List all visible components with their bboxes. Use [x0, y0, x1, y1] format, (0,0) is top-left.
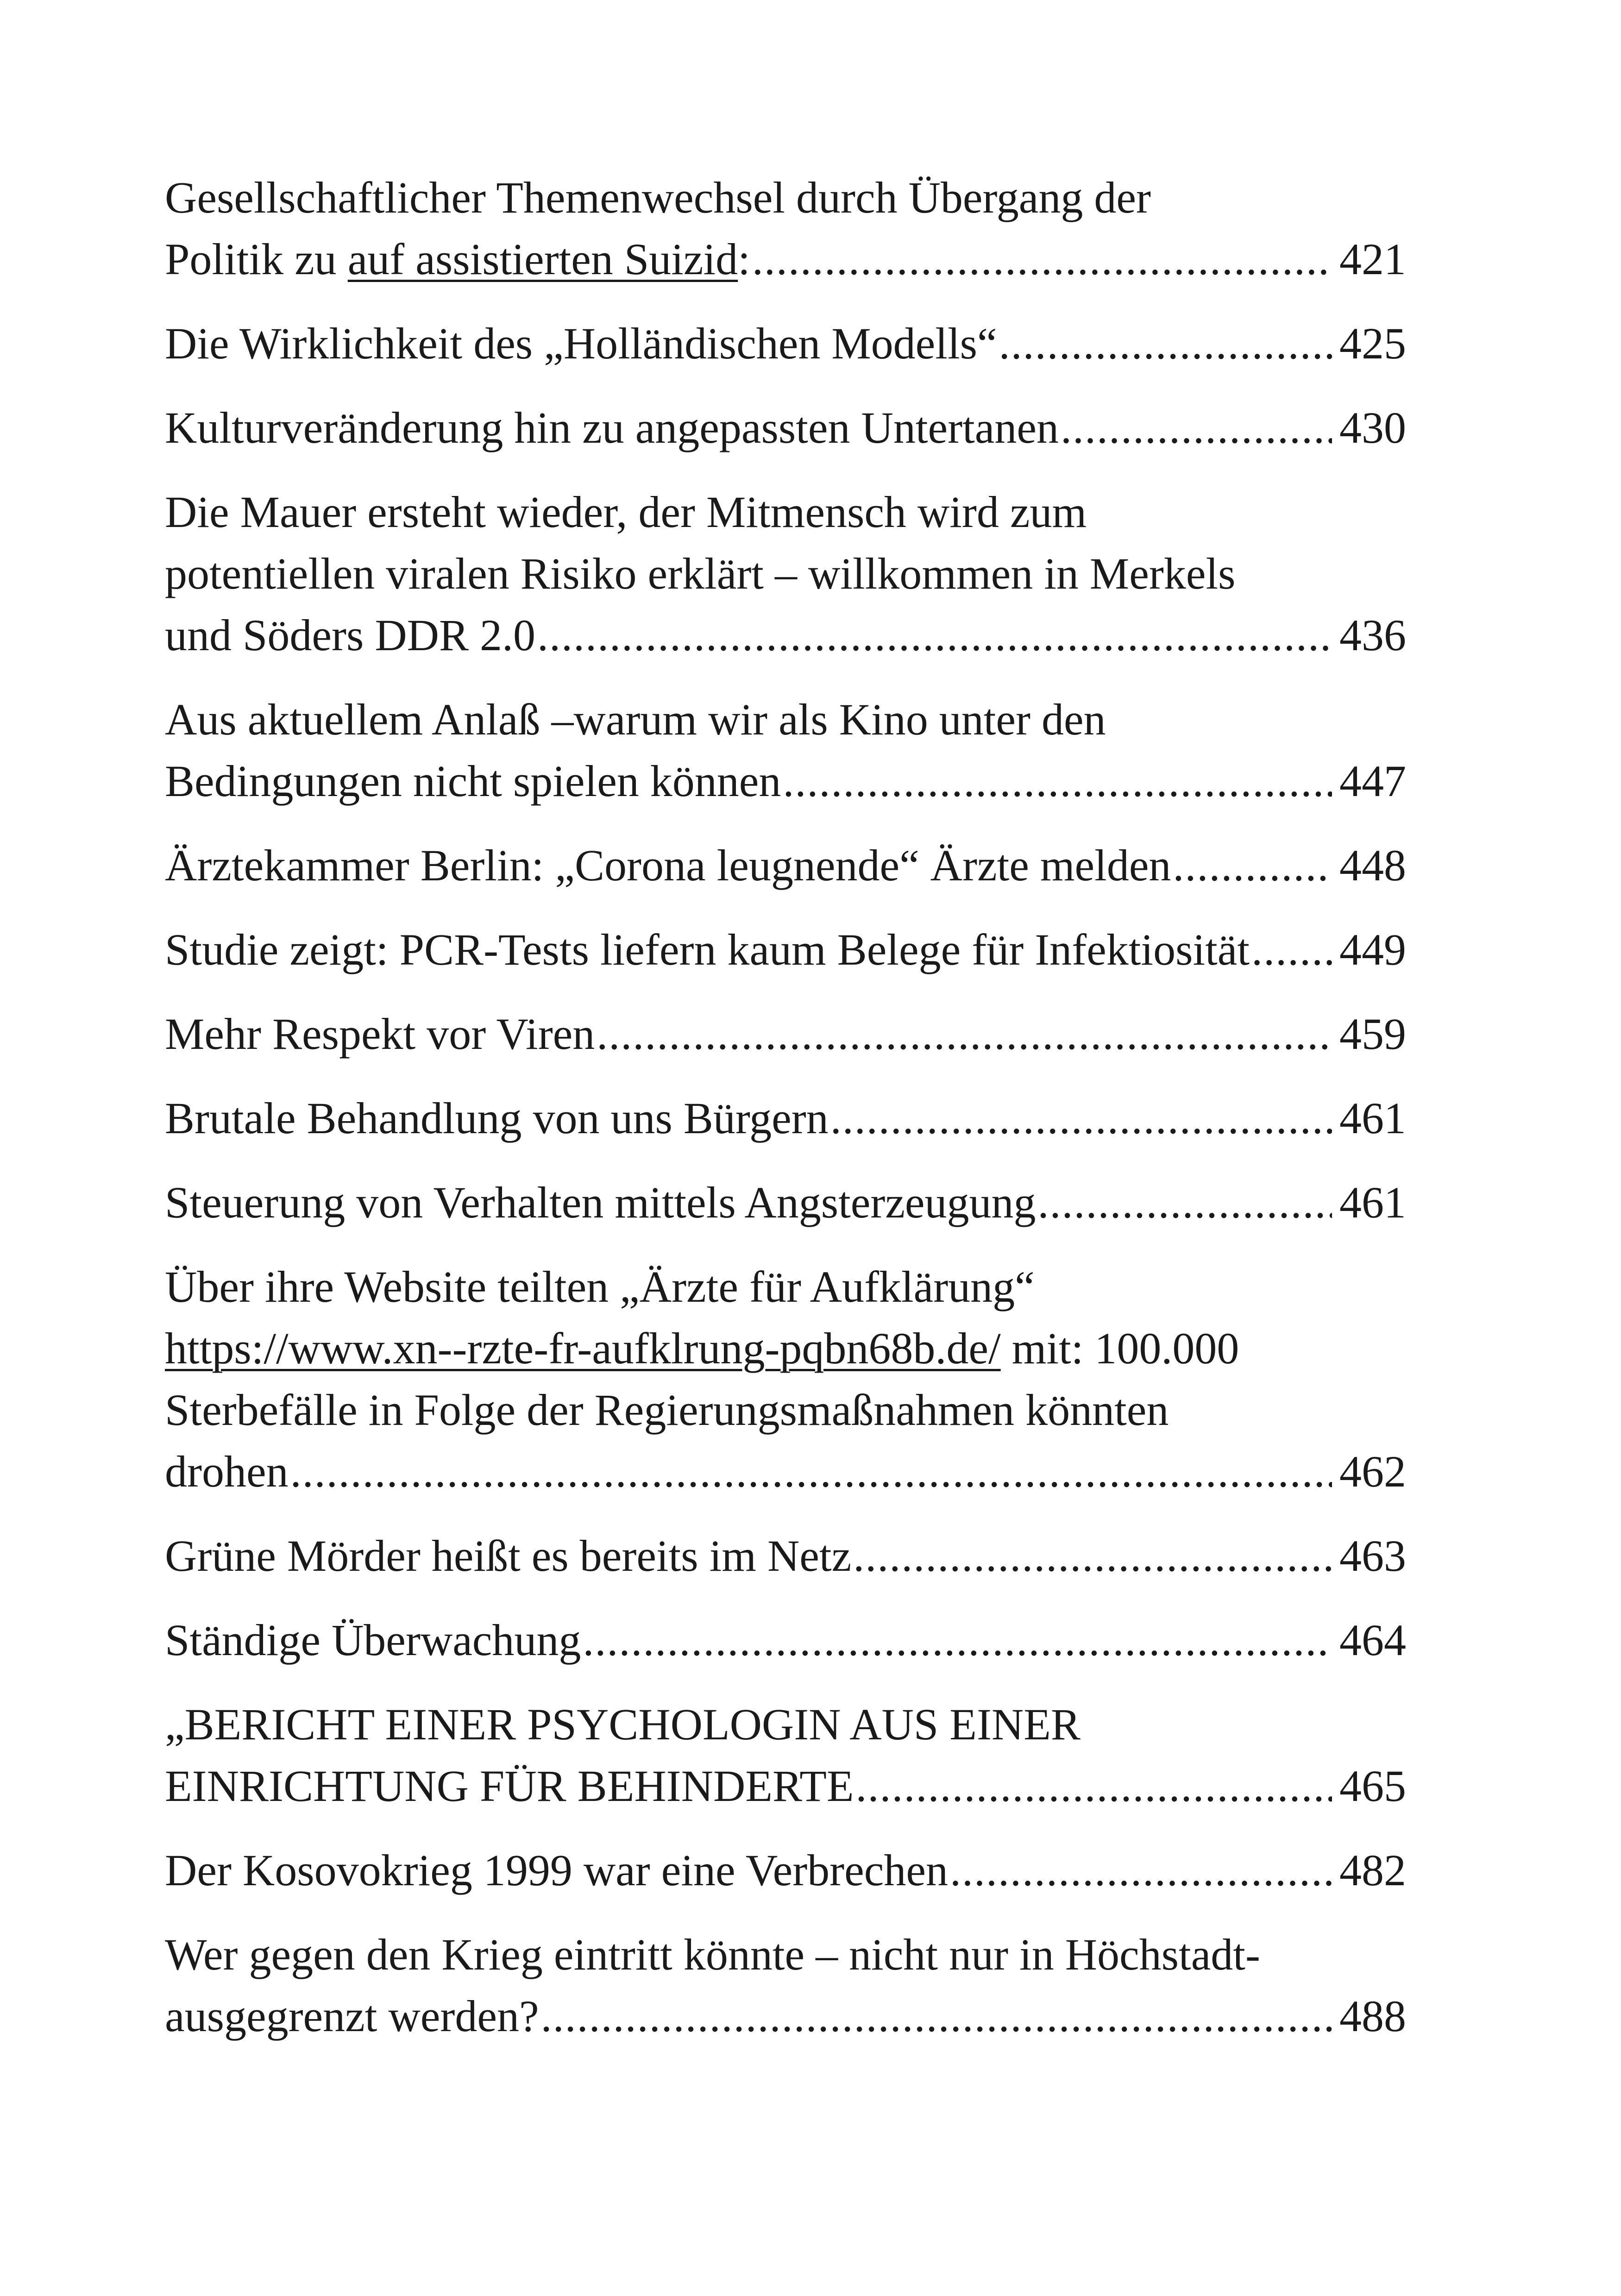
dot-leader — [1061, 397, 1332, 458]
page-number: 462 — [1339, 1447, 1406, 1496]
toc-entry[interactable] — [165, 1609, 1406, 1671]
dot-leader — [1038, 1172, 1332, 1233]
toc-entry[interactable] — [165, 1924, 1406, 2047]
toc-entry-text: Steuerung von Verhalten mittels Angsterzeugung — [165, 1178, 1036, 1227]
toc-entry-final-line — [165, 1003, 1406, 1065]
page-number: 448 — [1339, 841, 1406, 890]
toc-entry-line — [165, 1317, 1406, 1379]
toc-entry[interactable] — [165, 1003, 1406, 1065]
dot-leader — [290, 1441, 1332, 1502]
toc-entry[interactable] — [165, 397, 1406, 458]
page-number: 464 — [1339, 1615, 1406, 1665]
page-number: 436 — [1339, 610, 1406, 660]
toc-entry-final-line — [165, 919, 1406, 980]
toc-entry-line: „BERICHT EINER PSYCHOLOGIN AUS EINER — [165, 1700, 1081, 1749]
dot-leader — [783, 750, 1332, 812]
toc-entry-line: Gesellschaftlicher Themenwechsel durch Übergang der — [165, 173, 1151, 222]
toc-entry[interactable] — [165, 1525, 1406, 1587]
toc-entry-text-suffix: : — [738, 234, 750, 284]
toc-entry[interactable] — [165, 481, 1406, 666]
toc-entry-line: Über ihre Website teilten „Ärzte für Aufklärung“ — [165, 1262, 1035, 1311]
toc-entry-final-line — [165, 1839, 1406, 1901]
toc-entry[interactable] — [165, 834, 1406, 896]
toc-entry-text: Ständige Überwachung — [165, 1615, 581, 1665]
toc-entry-text: Studie zeigt: PCR-Tests liefern kaum Belege für Infektiosität — [165, 925, 1250, 974]
dot-leader — [537, 604, 1332, 666]
toc-entry-text-suffix: mit: 100.000 — [1000, 1324, 1239, 1373]
toc-entry-final-line — [165, 1985, 1406, 2047]
page-number: 488 — [1339, 1991, 1406, 2041]
toc-entry-text: ausgegrenzt werden? — [165, 1991, 539, 2041]
toc-entry-text: Ärztekammer Berlin: „Corona leugnende“ Ärzte melden — [165, 841, 1171, 890]
website-link[interactable]: https://www.xn--rzte-fr-aufklrung-pqbn68b.de/ — [165, 1324, 1001, 1373]
page-number: 461 — [1339, 1093, 1406, 1143]
toc-entry-final-line — [165, 1609, 1406, 1671]
page-number: 463 — [1339, 1531, 1406, 1581]
toc-entry-final-line — [165, 750, 1406, 812]
toc-entry-link[interactable]: auf assistierten Suizid — [347, 234, 738, 284]
page-number: 465 — [1339, 1761, 1406, 1811]
toc-entry-final-line — [165, 834, 1406, 896]
toc-entry-text: EINRICHTUNG FÜR BEHINDERTE — [165, 1761, 854, 1811]
dot-leader — [541, 1985, 1332, 2047]
dot-leader — [1251, 919, 1332, 980]
page-number: 430 — [1339, 403, 1406, 452]
page-number: 461 — [1339, 1178, 1406, 1227]
toc-entry-text: Der Kosovokrieg 1999 war eine Verbrechen — [165, 1845, 948, 1895]
page-number: 421 — [1339, 234, 1406, 284]
toc-entry-final-line — [165, 228, 1406, 290]
page-number: 447 — [1339, 756, 1406, 806]
toc-entry-final-line — [165, 1525, 1406, 1587]
toc-entry-text: Kulturveränderung hin zu angepassten Untertanen — [165, 403, 1059, 452]
toc-entry-text — [165, 228, 750, 290]
toc-entry-final-line — [165, 1441, 1406, 1502]
toc-entry-final-line — [165, 397, 1406, 458]
toc-entry-line: potentiellen viralen Risiko erklärt – willkommen in Merkels — [165, 549, 1236, 598]
toc-entry-line: Aus aktuellem Anlaß –warum wir als Kino unter den — [165, 695, 1106, 744]
toc-entry-line: Sterbefälle in Folge der Regierungsmaßnahmen könnten — [165, 1385, 1169, 1435]
dot-leader — [999, 313, 1332, 374]
toc-entry[interactable] — [165, 1839, 1406, 1901]
page-number: 482 — [1339, 1845, 1406, 1895]
dot-leader — [583, 1609, 1332, 1671]
toc-entry-final-line — [165, 313, 1406, 374]
dot-leader — [597, 1003, 1332, 1065]
dot-leader — [853, 1525, 1332, 1587]
toc-entry[interactable] — [165, 1256, 1406, 1502]
toc-entry[interactable] — [165, 1694, 1406, 1817]
toc-entry-text: Brutale Behandlung von uns Bürgern — [165, 1093, 829, 1143]
toc-entry-text: Grüne Mörder heißt es bereits im Netz — [165, 1531, 852, 1581]
table-of-contents — [165, 167, 1406, 2070]
toc-entry-line: Wer gegen den Krieg eintritt könnte – nicht nur in Höchstadt- — [165, 1930, 1260, 1979]
toc-entry-text: drohen — [165, 1447, 289, 1496]
toc-entry[interactable] — [165, 919, 1406, 980]
toc-entry-text: Bedingungen nicht spielen können — [165, 756, 781, 806]
toc-entry-text-prefix: Politik zu — [165, 234, 348, 284]
toc-entry-final-line — [165, 1172, 1406, 1233]
toc-entry[interactable] — [165, 313, 1406, 374]
toc-entry[interactable] — [165, 1172, 1406, 1233]
toc-entry[interactable] — [165, 1087, 1406, 1149]
dot-leader — [855, 1755, 1332, 1817]
page-number: 449 — [1339, 925, 1406, 974]
page-number: 459 — [1339, 1009, 1406, 1059]
toc-entry-text: und Söders DDR 2.0 — [165, 610, 536, 660]
toc-entry-final-line — [165, 604, 1406, 666]
toc-entry-final-line — [165, 1755, 1406, 1817]
toc-entry-final-line — [165, 1087, 1406, 1149]
toc-entry[interactable] — [165, 167, 1406, 290]
dot-leader — [752, 228, 1332, 290]
toc-entry[interactable] — [165, 689, 1406, 812]
toc-entry-text: Mehr Respekt vor Viren — [165, 1009, 595, 1059]
dot-leader — [950, 1839, 1332, 1901]
dot-leader — [830, 1087, 1332, 1149]
dot-leader — [1173, 834, 1332, 896]
toc-entry-text: Die Wirklichkeit des „Holländischen Modells“ — [165, 319, 997, 368]
page-number: 425 — [1339, 319, 1406, 368]
toc-entry-line: Die Mauer ersteht wieder, der Mitmensch wird zum — [165, 487, 1087, 537]
